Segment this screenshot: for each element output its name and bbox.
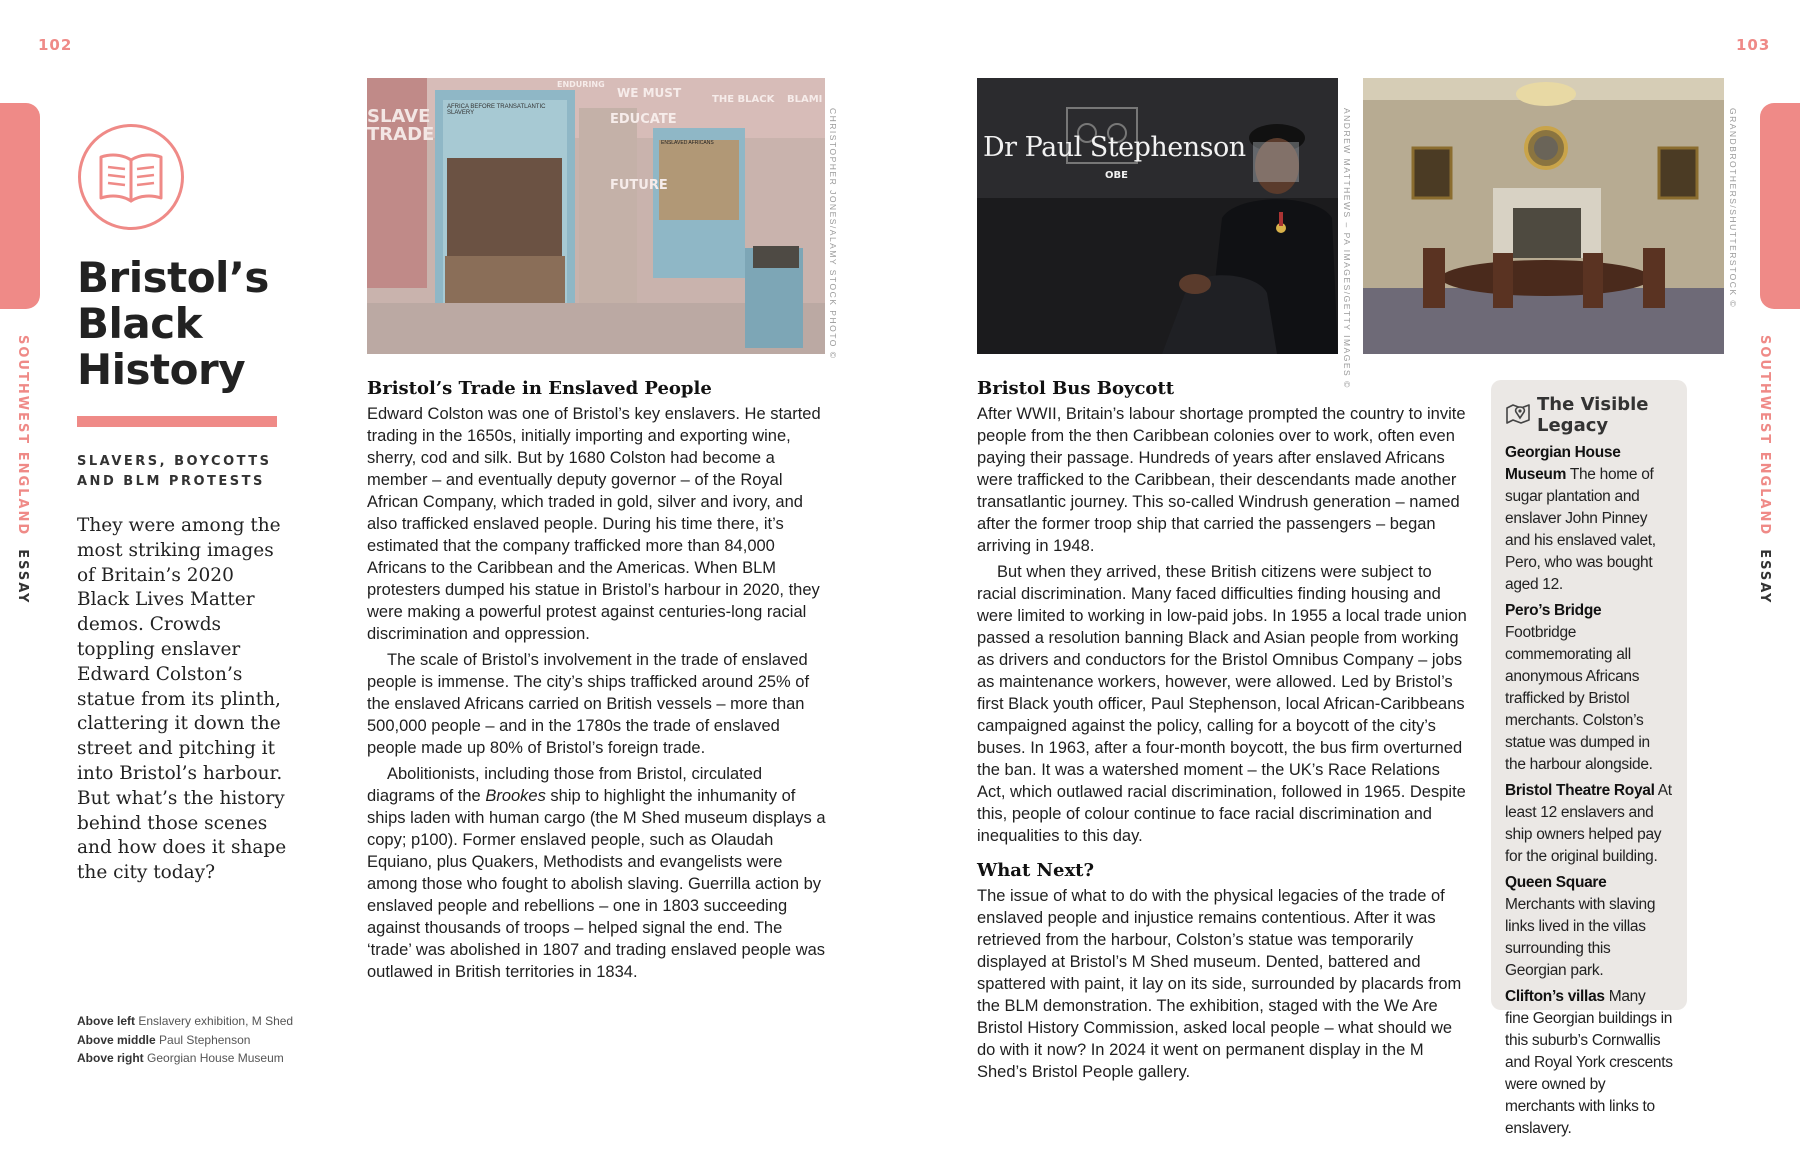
title-rule	[77, 416, 277, 427]
photo-georgian-house	[1363, 78, 1724, 354]
sidebar-item: Clifton’s villas Many fine Georgian buildings in this suburb’s Cornwallis and Royal York crescents were owned by merchants with links to enslavery.	[1505, 988, 1673, 1137]
photo-paul-stephenson	[977, 78, 1338, 354]
article-paragraph: But when they arrived, these British citizens were subject to racial discrimination. Many faced difficulties finding housing and were limited to working in low-paid jobs. In 1955 a local trade union passed a resolution banning Black and Asian people from working as drivers and conductors for the Bristol Omnibus Company – jobs as maintenance workers, however, were allowed. Led by Bristol’s first Black youth officer, Paul Stephenson, local African-Caribbeans campaigned against the policy, calling for a boycott of the city’s buses. In 1963, after a four-month boycott, the bus firm overturned the ban. It was a watershed moment – the UK’s Race Relations Act, which outlawed racial discrimination, followed in 1965. Despite this, people of colour continue to face racial discrimination and inequalities to this day.	[977, 563, 1467, 845]
side-label-right	[1757, 335, 1772, 604]
sidebar-item: Bristol Theatre Royal At least 12 enslavers and ship owners helped pay for the original building.	[1505, 782, 1672, 865]
sidebar-visible-legacy	[1491, 380, 1687, 1137]
article-trade-column	[367, 377, 827, 987]
sidebar-item: Georgian House Museum The home of sugar plantation and enslaver John Pinney and his enslaved valet, Pero, who was bought aged 12.	[1505, 444, 1656, 593]
article-paragraph: Edward Colston was one of Bristol’s key enslavers. He started trading in the 1650s, initially importing and exporting wine, sherry, cod and silk. But by 1680 Colston had become a member – and eventually deputy governor – of the Royal African Company, which traded in gold, silver and ivory, and also trafficked enslaved people. During his time there, it’s estimated that the company trafficked more than 84,000 Africans to the Caribbean and the Americas. When BLM protesters dumped his statue in Bristol’s harbour in 2020, they were making a powerful protest against centuries-long racial discrimination and oppression.	[367, 405, 821, 643]
page-title: Bristol’s Black History	[77, 253, 269, 394]
photo-sign-sub: OBE	[1105, 170, 1128, 181]
article-paragraph: The issue of what to do with the physical legacies of the trade of enslaved people and injustice remains contentious. After it was retrieved from the harbour, Colston’s statue was temporarily displayed at Bristol’s M Shed museum. Dented, battered and spattered with paint, it lay on its side, surrounded by placards from the BLM demonstration. The exhibition, staged with the We Are Bristol History Commission, asked local people – what should we do with it now? In 2024 it went on permanent display in the M Shed’s Bristol People gallery.	[977, 887, 1462, 1081]
side-label-region: SOUTHWEST ENGLAND	[15, 335, 30, 537]
photo-captions	[77, 1012, 307, 1068]
caption-right: Above right Georgian House Museum	[77, 1051, 284, 1065]
page-number-left: 102	[38, 36, 73, 54]
photo-sign-text: WE MUST	[617, 86, 682, 100]
article-heading: Bristol’s Trade in Enslaved People	[367, 378, 712, 399]
section-tab-right	[1760, 103, 1800, 309]
photo-credit-right: GRANDBROTHERS/SHUTTERSTOCK ©	[1728, 108, 1738, 309]
article-paragraph: The scale of Bristol’s involvement in the trade of enslaved people is immense. The city’s ships trafficked around 25% of the enslaved Africans carried on British vessels – more than 500,000 people – and in the 1780s the trade of enslaved people made up 80% of Bristol’s foreign trade.	[367, 651, 810, 757]
photo-sign-text: BLAMI	[787, 94, 823, 105]
photo-sign-text: THE BLACK	[712, 94, 775, 105]
photo-credit-middle: ANDREW MATTHEWS – PA IMAGES/GETTY IMAGES ©	[1342, 108, 1352, 389]
side-label-region: SOUTHWEST ENGLAND	[1757, 335, 1772, 537]
sidebar-item: Pero’s Bridge Footbridge commemorating all anonymous Africans trafficked by Bristol merchants. Colston’s statue was dumped in the harbour alongside.	[1505, 602, 1653, 773]
article-heading: Bristol Bus Boycott	[977, 378, 1175, 399]
photo-sign-name: Dr Paul Stephenson	[983, 132, 1246, 163]
photo-sign-text: ENDURING	[557, 80, 605, 89]
kicker: SLAVERS, BOYCOTTS AND BLM PROTESTS	[77, 454, 272, 489]
photo-sign-text: EDUCATE	[610, 112, 677, 127]
map-pin-icon	[1505, 402, 1531, 429]
article-boycott-column	[977, 377, 1469, 1087]
photo-sign-text: ENSLAVED AFRICANS	[661, 140, 714, 146]
sidebar-item: Queen Square Merchants with slaving links lived in the villas surrounding this Georgian park.	[1505, 874, 1656, 979]
side-label-left	[15, 335, 30, 604]
photo-enslavery-exhibition	[367, 78, 825, 354]
side-label-section: ESSAY	[15, 549, 30, 605]
page-number-right: 103	[1736, 36, 1771, 54]
article-paragraph: After WWII, Britain’s labour shortage prompted the country to invite people from the then Caribbean colonies over to work, often even paying their passage. Hundreds of years after enslaved Africans were trafficked to the Caribbean, their descendants made another transatlantic journey. This so-called Windrush generation – named after the former troop ship that carried the passengers – began arriving in 1948.	[977, 405, 1466, 555]
article-paragraph: Abolitionists, including those from Bristol, circulated diagrams of the Brookes ship to highlight the inhumanity of ships laden with human cargo (the M Shed museum displays a copy; p100). Former enslaved people, such as Olaudah Equiano, plus Quakers, Methodists and evangelists were among those who fought to abolish slaving. Guerrilla action by enslaved people and rebellions – one in 1803 succeeding against thousands of troops – helped signal the end. The ‘trade’ was abolished in 1807 and trading enslaved people was outlawed in British territories in 1834.	[367, 765, 826, 981]
caption-left: Above left Enslavery exhibition, M Shed	[77, 1014, 294, 1028]
photo-sign-text: SLAVE TRADE	[367, 106, 435, 145]
side-label-section: ESSAY	[1757, 549, 1772, 605]
open-book-icon	[78, 124, 184, 230]
photo-sign-text: FUTURE	[610, 178, 668, 193]
sidebar-title: The Visible Legacy	[1505, 394, 1673, 436]
photo-credit-left: CHRISTOPHER JONES/ALAMY STOCK PHOTO ©	[828, 108, 838, 360]
article-heading: What Next?	[977, 860, 1095, 881]
section-tab-left	[0, 103, 40, 309]
photo-sign-text: AFRICA BEFORE TRANSATLANTIC SLAVERY	[447, 104, 546, 116]
caption-middle: Above middle Paul Stephenson	[77, 1032, 251, 1047]
standfirst: They were among the most striking images of Britain’s 2020 Black Lives Matter demos. Crowds toppling enslaver Edward Colston’s statue from its plinth, clattering it down the street and pitching it into Bristol’s harbour. But what’s the history behind those scenes and how does it shape the city today?	[77, 515, 287, 884]
